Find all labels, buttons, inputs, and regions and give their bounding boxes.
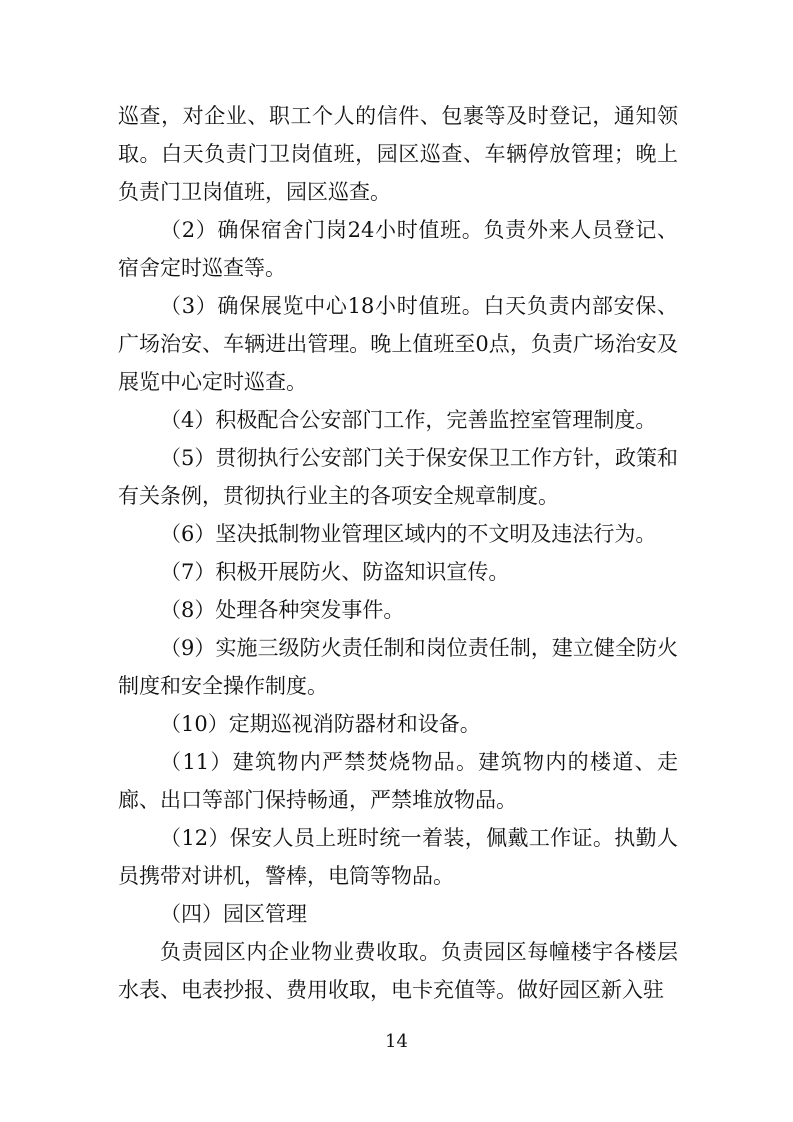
paragraph-patrol-continuation: 巡查，对企业、职工个人的信件、包裹等及时登记，通知领取。白天负责门卫岗值班，园区巡查、车辆停放管理；晚上负责门卫岗值班，园区巡查。 (118, 104, 678, 204)
paragraph-item-7: （7）积极开展防火、防盗知识宣传。 (160, 560, 510, 584)
paragraph-item-11: （11）建筑物内严禁焚烧物品。建筑物内的楼道、走廊、出口等部门保持畅通，严禁堆放物品。 (118, 750, 678, 812)
paragraph-park-management: 负责园区内企业物业费收取。负责园区每幢楼宇各楼层水表、电表抄报、费用收取，电卡充值等。做好园区新入驻 (118, 940, 678, 1002)
paragraph-item-5: （5）贯彻执行公安部门关于保安保卫工作方针，政策和有关条例，贯彻执行业主的各项安全规章制度。 (118, 446, 678, 508)
paragraph-item-8: （8）处理各种突发事件。 (160, 598, 405, 622)
paragraph-item-12: （12）保安人员上班时统一着装，佩戴工作证。执勤人员携带对讲机，警棒，电筒等物品。 (118, 826, 678, 888)
paragraph-item-2: （2）确保宿舍门岗24小时值班。负责外来人员登记、宿舍定时巡查等。 (118, 218, 678, 280)
page-number: 14 (385, 1031, 408, 1052)
paragraph-item-3: （3）确保展览中心18小时值班。白天负责内部安保、广场治安、车辆进出管理。晚上值班至0点，负责广场治安及展览中心定时巡查。 (118, 294, 678, 394)
section-heading-park-management: （四）园区管理 (160, 902, 307, 926)
body-text (118, 97, 678, 1009)
paragraph-item-6: （6）坚决抵制物业管理区域内的不文明及违法行为。 (160, 522, 657, 546)
paragraph-item-10: （10）定期巡视消防器材和设备。 (160, 712, 481, 736)
paragraph-item-9: （9）实施三级防火责任制和岗位责任制，建立健全防火制度和安全操作制度。 (118, 636, 678, 698)
paragraph-item-4: （4）积极配合公安部门工作，完善监控室管理制度。 (160, 408, 657, 432)
